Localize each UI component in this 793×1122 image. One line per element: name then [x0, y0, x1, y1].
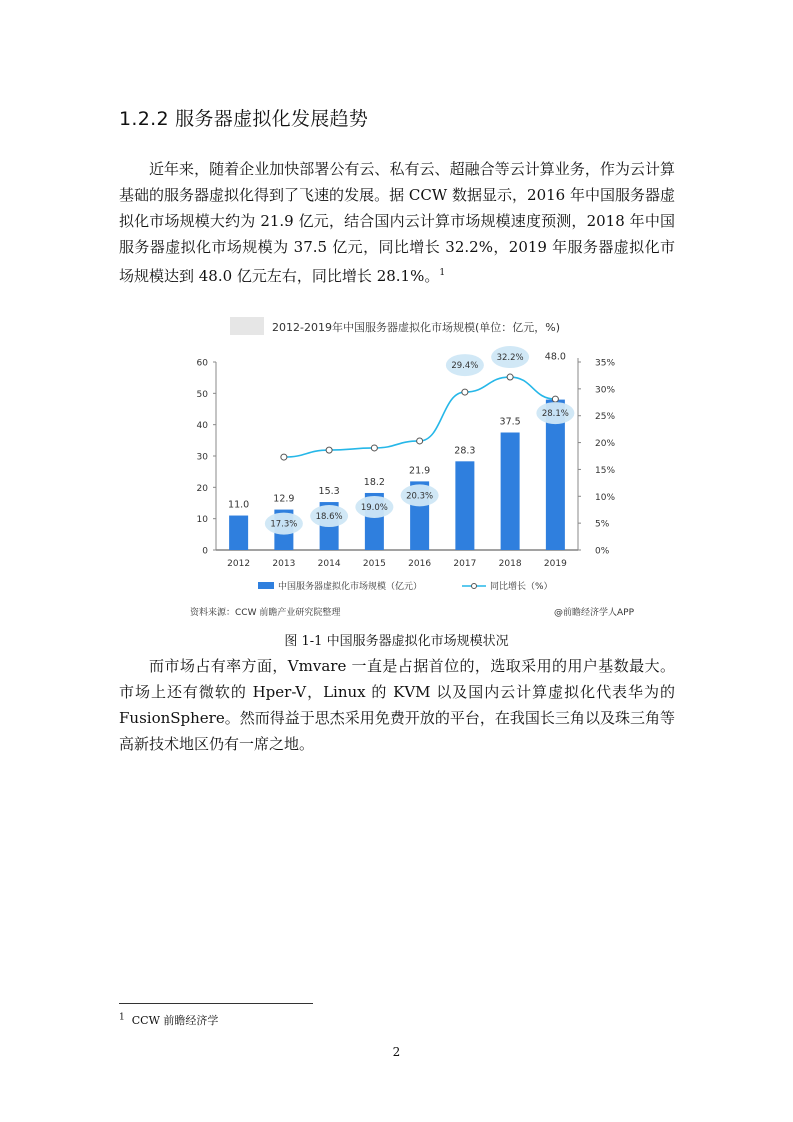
y-tick-label: 10 — [196, 515, 208, 526]
x-tick-label: 2012 — [227, 559, 251, 569]
y-tick-label: 40 — [196, 421, 208, 432]
paragraph-1 — [119, 156, 675, 289]
y2-tick-label: 25% — [595, 412, 616, 423]
legend-bar-label: 中国服务器虚拟化市场规模（亿元） — [278, 582, 423, 592]
legend-bar-swatch — [258, 582, 274, 589]
bar-value-label: 18.2 — [363, 476, 385, 488]
page-number: 2 — [392, 1045, 401, 1059]
x-tick-label: 2017 — [453, 559, 477, 569]
bar-value-label: 15.3 — [318, 486, 340, 498]
growth-label: 32.2% — [496, 353, 524, 364]
legend-line-marker — [472, 584, 477, 589]
bar — [229, 516, 248, 550]
legend-line-label: 同比增长（%） — [490, 582, 553, 592]
growth-label: 29.4% — [451, 361, 479, 372]
y2-tick-label: 35% — [595, 358, 616, 369]
x-tick-label: 2013 — [272, 559, 296, 569]
bar-value-label: 37.5 — [499, 416, 521, 428]
bar-value-label: 11.0 — [228, 499, 250, 511]
chart-credit: @前瞻经济学人APP — [553, 608, 634, 618]
y-tick-label: 0 — [202, 546, 208, 557]
footnote-text: CCW 前瞻经济学 — [131, 1014, 219, 1027]
y2-tick-label: 0% — [595, 546, 610, 557]
growth-label: 19.0% — [360, 502, 388, 513]
footnote — [119, 1012, 218, 1028]
y2-tick-label: 30% — [595, 385, 616, 396]
bar — [455, 461, 474, 550]
x-tick-label: 2019 — [543, 559, 567, 569]
section-heading: 1.2.2 服务器虚拟化发展趋势 — [119, 108, 369, 130]
blurred-logo — [230, 317, 264, 335]
chart — [186, 312, 638, 624]
footnote-divider — [119, 1003, 313, 1004]
y2-tick-label: 5% — [595, 519, 610, 530]
y2-tick-label: 10% — [595, 492, 616, 503]
paragraph-2: 而市场占有率方面，Vmvare 一直是占据首位的，选取采用的用户基数最大。市场上还有微软的 Hper-V，Linux 的 KVM 以及国内云计算虚拟化代表华为的 FusionSphere。然而得益于思杰采用免费开放的平台，在我国长三角以及珠三角等高新技术地区仍有一席之地。 — [119, 657, 675, 753]
growth-point — [552, 396, 558, 402]
growth-label: 28.1% — [541, 409, 569, 420]
x-tick-label: 2015 — [362, 559, 386, 569]
y-tick-label: 50 — [196, 389, 208, 400]
bar-value-label: 28.3 — [454, 445, 476, 457]
footnote-number: 1 — [119, 1012, 125, 1023]
growth-point — [462, 389, 468, 395]
growth-point — [281, 454, 287, 460]
y-tick-label: 30 — [196, 452, 208, 463]
bar — [501, 433, 520, 551]
figure-caption: 图 1-1 中国服务器虚拟化市场规模状况 — [284, 634, 509, 649]
chart-source: 资料来源：CCW 前瞻产业研究院整理 — [190, 608, 341, 618]
bar-value-label: 48.0 — [544, 351, 566, 363]
growth-point — [417, 438, 423, 444]
paragraph-1-text: 近年来，随着企业加快部署公有云、私有云、超融合等云计算业务，作为云计算基础的服务器虚拟化得到了飞速的发展。据 CCW 数据显示，2016 年中国服务器虚拟化市场规模大约为 21.9 亿元，结合国内云计算市场规模速度预测，2018 年中国服务器虚拟化市场规模为 37.5 亿元，同比增长 32.2%，2019 年服务器虚拟化市场规模达到 48.0 亿元左右，同比增长 28.1%。 — [119, 160, 675, 285]
growth-label: 20.3% — [406, 491, 434, 502]
chart-title: 2012-2019年中国服务器虚拟化市场规模(单位：亿元，%) — [272, 321, 560, 334]
growth-label: 17.3% — [270, 519, 298, 530]
bar-value-label: 21.9 — [409, 465, 431, 477]
x-tick-label: 2018 — [498, 559, 522, 569]
x-tick-label: 2016 — [408, 559, 432, 569]
growth-point — [507, 374, 513, 380]
y-tick-label: 20 — [196, 483, 208, 494]
x-tick-label: 2014 — [317, 559, 341, 569]
footnote-ref[interactable]: 1 — [439, 268, 446, 278]
y-tick-label: 60 — [196, 358, 208, 369]
growth-point — [371, 445, 377, 451]
y2-tick-label: 20% — [595, 439, 616, 450]
y2-tick-label: 15% — [595, 465, 616, 476]
chart-svg — [186, 312, 638, 624]
bar-value-label: 12.9 — [273, 493, 295, 505]
growth-point — [326, 447, 332, 453]
growth-label: 18.6% — [315, 512, 343, 523]
